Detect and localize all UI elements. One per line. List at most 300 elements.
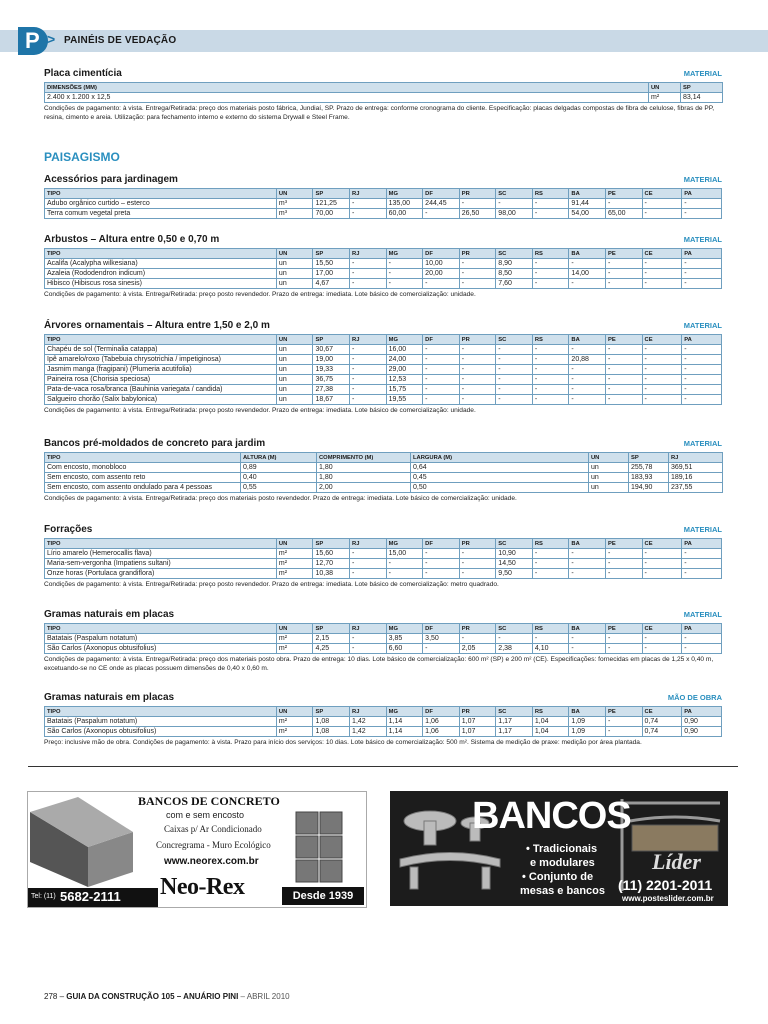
table-cell: 15,00 (386, 549, 423, 559)
table-cell: - (423, 569, 460, 579)
table-cell: - (459, 355, 496, 365)
table-cell: - (642, 269, 682, 279)
column-header: SC (496, 189, 533, 199)
conditions-note: Condições de pagamento: à vista. Entrega/Retirada: preço posto revendedor. Prazo de entrega: imediata. Lote básico de comercialização: unidade. (44, 407, 476, 414)
column-header: UN (276, 189, 313, 199)
block-category: MATERIAL (683, 235, 722, 244)
ad-bullet: mesas e bancos (520, 885, 605, 897)
table-cell: - (682, 549, 722, 559)
block-title: Árvores ornamentais – Altura entre 1,50 e 2,0 m (44, 320, 270, 331)
table-cell: 18,67 (313, 395, 350, 405)
column-header: PR (459, 249, 496, 259)
table-cell: 1,06 (423, 727, 460, 737)
table-cell: - (423, 395, 460, 405)
table-cell: - (682, 569, 722, 579)
price-table (44, 248, 722, 289)
table-cell: 1,17 (496, 727, 533, 737)
column-header: SP (313, 707, 350, 717)
table-cell: - (496, 395, 533, 405)
table-cell: - (350, 259, 387, 269)
table-cell: - (350, 634, 387, 644)
table-cell: Jasmim manga (fragipani) (Plumeria acutifolia) (45, 365, 277, 375)
table-cell: 0,74 (642, 717, 682, 727)
table-cell: - (642, 259, 682, 269)
table-cell: 2,00 (317, 483, 411, 493)
block-category: MATERIAL (683, 321, 722, 330)
column-header: RS (532, 624, 569, 634)
table-cell: 27,38 (313, 385, 350, 395)
column-header: PA (682, 624, 722, 634)
column-header: DF (423, 624, 460, 634)
table-cell: m² (276, 644, 313, 654)
table-cell: Batatais (Paspalum notatum) (45, 717, 277, 727)
table-cell: - (386, 569, 423, 579)
table-cell: - (350, 385, 387, 395)
table-cell: - (386, 269, 423, 279)
column-header: RS (532, 249, 569, 259)
column-header: UN (276, 624, 313, 634)
table-cell: - (532, 279, 569, 289)
table-cell: Maria-sem-vergonha (Impatiens sultani) (45, 559, 277, 569)
column-header: UN (589, 453, 629, 463)
ad-headline: BANCOS (472, 795, 631, 837)
table-cell: 1,07 (459, 717, 496, 727)
table-cell: 3,85 (386, 634, 423, 644)
table-cell: 121,25 (313, 199, 350, 209)
placa-cimenticia-block (44, 68, 722, 122)
ad-url[interactable]: www.neorex.com.br (164, 856, 259, 867)
table-cell: 2,05 (459, 644, 496, 654)
ad-brand-logo: Líder (652, 849, 701, 874)
column-header: SP (681, 83, 723, 93)
conditions-note: Condições de pagamento: à vista. Entrega/Retirada: preço posto revendedor. Prazo de entrega: imediata. Lote básico de comercialização: unidade. (44, 291, 476, 298)
table-cell: 1,14 (386, 717, 423, 727)
table-cell: un (276, 269, 313, 279)
table-cell: - (496, 385, 533, 395)
ad-bullet: • Conjunto de (522, 871, 594, 883)
table-cell: 2.400 x 1.200 x 12,5 (45, 93, 649, 103)
table-cell: 65,00 (605, 209, 642, 219)
table-cell: - (532, 345, 569, 355)
table-cell: 1,04 (532, 727, 569, 737)
column-header: RJ (350, 624, 387, 634)
table-cell: un (276, 365, 313, 375)
table-cell: un (276, 385, 313, 395)
table-cell: - (569, 559, 606, 569)
table-row (45, 717, 722, 727)
table-cell: Salgueiro chorão (Salix babylonica) (45, 395, 277, 405)
table-cell: - (350, 199, 387, 209)
table-cell: - (605, 717, 642, 727)
column-header: SC (496, 539, 533, 549)
price-table (44, 82, 723, 103)
column-header: TIPO (45, 707, 277, 717)
block-title: Acessórios para jardinagem (44, 174, 178, 185)
table-cell: 16,00 (386, 345, 423, 355)
table-cell: - (569, 279, 606, 289)
column-header: RJ (350, 335, 387, 345)
ad-neorex[interactable] (27, 791, 367, 908)
column-header: MG (386, 189, 423, 199)
table-row (45, 483, 723, 493)
table-cell: un (276, 345, 313, 355)
column-header: PR (459, 707, 496, 717)
column-header: PA (682, 249, 722, 259)
table-cell: 20,88 (569, 355, 606, 365)
table-cell: - (386, 279, 423, 289)
column-header: TIPO (45, 189, 277, 199)
table-cell: 1,17 (496, 717, 533, 727)
column-header: SC (496, 624, 533, 634)
column-header: RJ (350, 539, 387, 549)
table-cell: - (605, 634, 642, 644)
publication-date: – ABRIL 2010 (238, 992, 290, 1001)
publication-title: GUIA DA CONSTRUÇÃO 105 – ANUÁRIO PINI (66, 992, 239, 1001)
table-cell: 12,70 (313, 559, 350, 569)
column-header: COMPRIMENTO (M) (317, 453, 411, 463)
table-cell: 15,75 (386, 385, 423, 395)
column-header: MG (386, 249, 423, 259)
table-cell: - (459, 549, 496, 559)
table-cell: 0,64 (411, 463, 589, 473)
table-cell: 9,50 (496, 569, 533, 579)
table-cell: 0,55 (241, 483, 317, 493)
table-cell: - (569, 345, 606, 355)
chevron-right-icon: > (47, 31, 56, 47)
table-row (45, 345, 722, 355)
column-header: PA (682, 189, 722, 199)
table-cell: - (682, 385, 722, 395)
column-header: CE (642, 707, 682, 717)
ad-since-badge: Desde 1939 (282, 887, 364, 905)
table-cell: Sem encosto, com assento reto (45, 473, 241, 483)
table-cell: 10,38 (313, 569, 350, 579)
table-cell: Batatais (Paspalum notatum) (45, 634, 277, 644)
table-cell: Chapéu de sol (Terminalia catappa) (45, 345, 277, 355)
price-table (44, 538, 722, 579)
table-cell: - (459, 269, 496, 279)
column-header: MG (386, 539, 423, 549)
table-cell: 24,00 (386, 355, 423, 365)
table-cell: - (605, 279, 642, 289)
column-header: ALTURA (M) (241, 453, 317, 463)
table-cell: un (276, 355, 313, 365)
table-cell: - (532, 634, 569, 644)
block-title: Forrações (44, 524, 93, 535)
table-cell: 26,50 (459, 209, 496, 219)
table-cell: 0,90 (682, 717, 722, 727)
table-cell: - (605, 259, 642, 269)
table-cell: - (682, 365, 722, 375)
column-header: PE (605, 707, 642, 717)
ad-phone[interactable]: (11) 2201-2011 (618, 877, 713, 893)
column-header: PR (459, 189, 496, 199)
table-cell: 15,50 (313, 259, 350, 269)
table-cell: 19,00 (313, 355, 350, 365)
column-header: SC (496, 707, 533, 717)
column-header: BA (569, 539, 606, 549)
table-cell: - (423, 559, 460, 569)
table-cell: Sem encosto, com assento ondulado para 4 pessoas (45, 483, 241, 493)
table-cell: - (532, 395, 569, 405)
price-table (44, 452, 723, 493)
table-cell: - (682, 199, 722, 209)
column-header: SC (496, 249, 533, 259)
column-header: RJ (350, 249, 387, 259)
table-row (45, 395, 722, 405)
table-cell: - (350, 559, 387, 569)
table-cell: - (642, 634, 682, 644)
table-cell: 255,78 (629, 463, 669, 473)
conditions-note: Condições de pagamento: à vista. Entrega/Retirada: preço dos materiais posto obra. Prazo de entrega: 10 dias. Lote básico de comercialização: 600 m² (SP) e 200 m² (CE). Especificações: fornecidas em placas de 1,25 x 0,40 m, excetuando-se no CE onde as placas possuem dimensões de 0,40 x 0,60 m. (44, 656, 714, 672)
column-header: DIMENSÕES (MM) (45, 83, 649, 93)
table-cell: 4,10 (532, 644, 569, 654)
table-cell: - (423, 365, 460, 375)
table-cell: 183,93 (629, 473, 669, 483)
block-title: Arbustos – Altura entre 0,50 e 0,70 m (44, 234, 220, 245)
table-cell: - (350, 375, 387, 385)
table-cell: 1,08 (313, 717, 350, 727)
table-cell: 1,08 (313, 727, 350, 737)
table-cell: 2,15 (313, 634, 350, 644)
table-cell: - (496, 345, 533, 355)
arbustos-block (44, 234, 722, 299)
table-row (45, 727, 722, 737)
table-cell: Adubo orgânico curtido – esterco (45, 199, 277, 209)
ad-text: com e sem encosto (166, 810, 245, 820)
table-cell: - (459, 199, 496, 209)
table-cell: 0,74 (642, 727, 682, 737)
table-cell: un (589, 473, 629, 483)
price-table (44, 706, 722, 737)
table-cell: - (423, 209, 460, 219)
table-cell: - (569, 365, 606, 375)
column-header: DF (423, 707, 460, 717)
table-row (45, 355, 722, 365)
table-cell: - (642, 279, 682, 289)
table-cell: 17,00 (313, 269, 350, 279)
table-cell: 4,25 (313, 644, 350, 654)
table-cell: 12,53 (386, 375, 423, 385)
column-header: SP (313, 624, 350, 634)
table-cell: 60,00 (386, 209, 423, 219)
column-header: TIPO (45, 335, 277, 345)
conditions-note: Condições de pagamento: à vista. Entrega/Retirada: preço dos materiais posto fábrica, Jundiaí, SP. Prazo de entrega: conforme cronograma do cliente. Especificação: placas delgadas compostas de fibra de celulose, fibras de PP, resina, cimento e areia. Utilização: para fechamento interno e externo do sistema Drywall e Steel Frame. (44, 105, 715, 121)
ad-text: Concregrama - Muro Ecológico (156, 840, 271, 850)
column-header: PR (459, 539, 496, 549)
table-cell: Hibisco (Hibiscus rosa sinesis) (45, 279, 277, 289)
table-cell: - (423, 549, 460, 559)
table-cell: 20,00 (423, 269, 460, 279)
column-header: TIPO (45, 453, 241, 463)
table-cell: - (682, 634, 722, 644)
column-header: DF (423, 335, 460, 345)
ad-bullet: • Tradicionais (526, 843, 598, 855)
table-cell: Lírio amarelo (Hemerocallis flava) (45, 549, 277, 559)
table-cell: - (459, 559, 496, 569)
ad-phone-prefix: Tel: (11) (31, 893, 56, 900)
table-cell: - (605, 355, 642, 365)
table-row (45, 644, 722, 654)
table-cell: - (350, 365, 387, 375)
table-cell: un (589, 483, 629, 493)
table-cell: - (350, 395, 387, 405)
conditions-note: Condições de pagamento: à vista. Entrega/Retirada: preço posto revendedor. Prazo de entrega: imediata. Lote básico de comercialização: metro quadrado. (44, 581, 499, 588)
ad-url[interactable]: www.posteslider.com.br (622, 894, 714, 903)
table-cell: 1,06 (423, 717, 460, 727)
table-row (45, 559, 722, 569)
table-cell: - (605, 385, 642, 395)
ad-text: Caixas p/ Ar Condicionado (164, 824, 262, 834)
table-cell: - (350, 345, 387, 355)
column-header: TIPO (45, 249, 277, 259)
table-cell: 83,14 (681, 93, 723, 103)
block-category: MATERIAL (683, 439, 722, 448)
table-cell: 1,09 (569, 727, 606, 737)
block-category: MATERIAL (683, 525, 722, 534)
table-cell: - (569, 259, 606, 269)
table-cell: São Carlos (Axonopus obtusifolius) (45, 727, 277, 737)
table-cell: un (276, 259, 313, 269)
table-cell: 91,44 (569, 199, 606, 209)
column-header: MG (386, 707, 423, 717)
table-cell: - (532, 375, 569, 385)
ad-phone[interactable]: 5682-2111 (60, 889, 121, 904)
table-cell: 1,09 (569, 717, 606, 727)
table-cell: - (682, 355, 722, 365)
column-header: PE (605, 539, 642, 549)
forracoes-block (44, 524, 722, 589)
table-cell: - (605, 559, 642, 569)
table-row (45, 463, 723, 473)
table-cell: - (605, 727, 642, 737)
table-cell: 98,00 (496, 209, 533, 219)
table-cell: - (496, 375, 533, 385)
column-header: RS (532, 539, 569, 549)
column-header: SC (496, 335, 533, 345)
acessorios-block (44, 174, 722, 219)
table-cell: - (605, 365, 642, 375)
arvores-block (44, 320, 722, 415)
table-row (45, 269, 722, 279)
table-cell: - (423, 385, 460, 395)
table-row (45, 385, 722, 395)
table-cell: un (276, 395, 313, 405)
footer-separator: – (57, 992, 67, 1001)
ad-headline: BANCOS DE CONCRETO (138, 794, 280, 808)
table-cell: - (459, 634, 496, 644)
table-cell: - (642, 375, 682, 385)
table-cell: 0,40 (241, 473, 317, 483)
column-header: BA (569, 624, 606, 634)
block-title: Bancos pré-moldados de concreto para jardim (44, 438, 266, 449)
conditions-note: Condições de pagamento: à vista. Entrega/Retirada: preço dos materiais posto revendedor. Prazo de entrega: imediata. Lote básico de comercialização: unidade. (44, 495, 517, 502)
table-cell: - (605, 569, 642, 579)
table-cell: - (423, 279, 460, 289)
ad-brand-logo: Neo-Rex (160, 874, 245, 900)
table-cell: 19,55 (386, 395, 423, 405)
table-cell: 8,50 (496, 269, 533, 279)
table-cell: - (459, 569, 496, 579)
table-cell: - (532, 365, 569, 375)
table-row (45, 365, 722, 375)
table-cell: 0,50 (411, 483, 589, 493)
table-cell: 29,00 (386, 365, 423, 375)
table-cell: - (386, 559, 423, 569)
table-cell: m² (276, 549, 313, 559)
table-cell: - (350, 269, 387, 279)
table-cell: 54,00 (569, 209, 606, 219)
table-cell: - (459, 279, 496, 289)
table-cell: - (386, 259, 423, 269)
table-cell: - (642, 365, 682, 375)
table-cell: 14,50 (496, 559, 533, 569)
column-header: UN (276, 335, 313, 345)
table-cell: 7,60 (496, 279, 533, 289)
table-cell: 194,90 (629, 483, 669, 493)
section-letter-tab: P (18, 27, 48, 55)
table-cell: Onze horas (Portulaca grandiflora) (45, 569, 277, 579)
table-cell: 1,04 (532, 717, 569, 727)
table-cell: 0,45 (411, 473, 589, 483)
table-cell: - (642, 549, 682, 559)
table-cell: - (682, 279, 722, 289)
table-row (45, 279, 722, 289)
table-cell: - (496, 355, 533, 365)
price-table (44, 188, 722, 219)
column-header: TIPO (45, 624, 277, 634)
ad-lider[interactable] (390, 791, 728, 906)
table-cell: - (459, 375, 496, 385)
table-cell: - (642, 199, 682, 209)
table-cell: 2,38 (496, 644, 533, 654)
table-cell: 1,80 (317, 473, 411, 483)
table-cell: un (276, 375, 313, 385)
table-cell: Paineira rosa (Chorisia speciosa) (45, 375, 277, 385)
table-cell: - (423, 644, 460, 654)
table-cell: 1,42 (350, 717, 387, 727)
table-cell: - (423, 345, 460, 355)
table-cell: - (682, 375, 722, 385)
column-header: PA (682, 707, 722, 717)
table-cell: 369,51 (669, 463, 723, 473)
table-cell: - (532, 259, 569, 269)
table-cell: m³ (276, 199, 313, 209)
block-title: Placa cimentícia (44, 68, 122, 79)
table-cell: - (642, 559, 682, 569)
table-cell: 237,55 (669, 483, 723, 493)
table-cell: - (459, 345, 496, 355)
table-cell: - (605, 395, 642, 405)
column-header: BA (569, 707, 606, 717)
table-cell: 30,67 (313, 345, 350, 355)
table-cell: - (605, 269, 642, 279)
column-header: PR (459, 335, 496, 345)
table-cell: 1,14 (386, 727, 423, 737)
column-header: SP (313, 189, 350, 199)
table-cell: m² (276, 727, 313, 737)
table-row (45, 375, 722, 385)
table-cell: - (682, 209, 722, 219)
block-category: MATERIAL (683, 175, 722, 184)
column-header: MG (386, 335, 423, 345)
table-cell: 135,00 (386, 199, 423, 209)
column-header: BA (569, 335, 606, 345)
table-cell: Terra comum vegetal preta (45, 209, 277, 219)
table-cell: - (682, 269, 722, 279)
table-cell: - (605, 644, 642, 654)
table-cell: - (350, 569, 387, 579)
